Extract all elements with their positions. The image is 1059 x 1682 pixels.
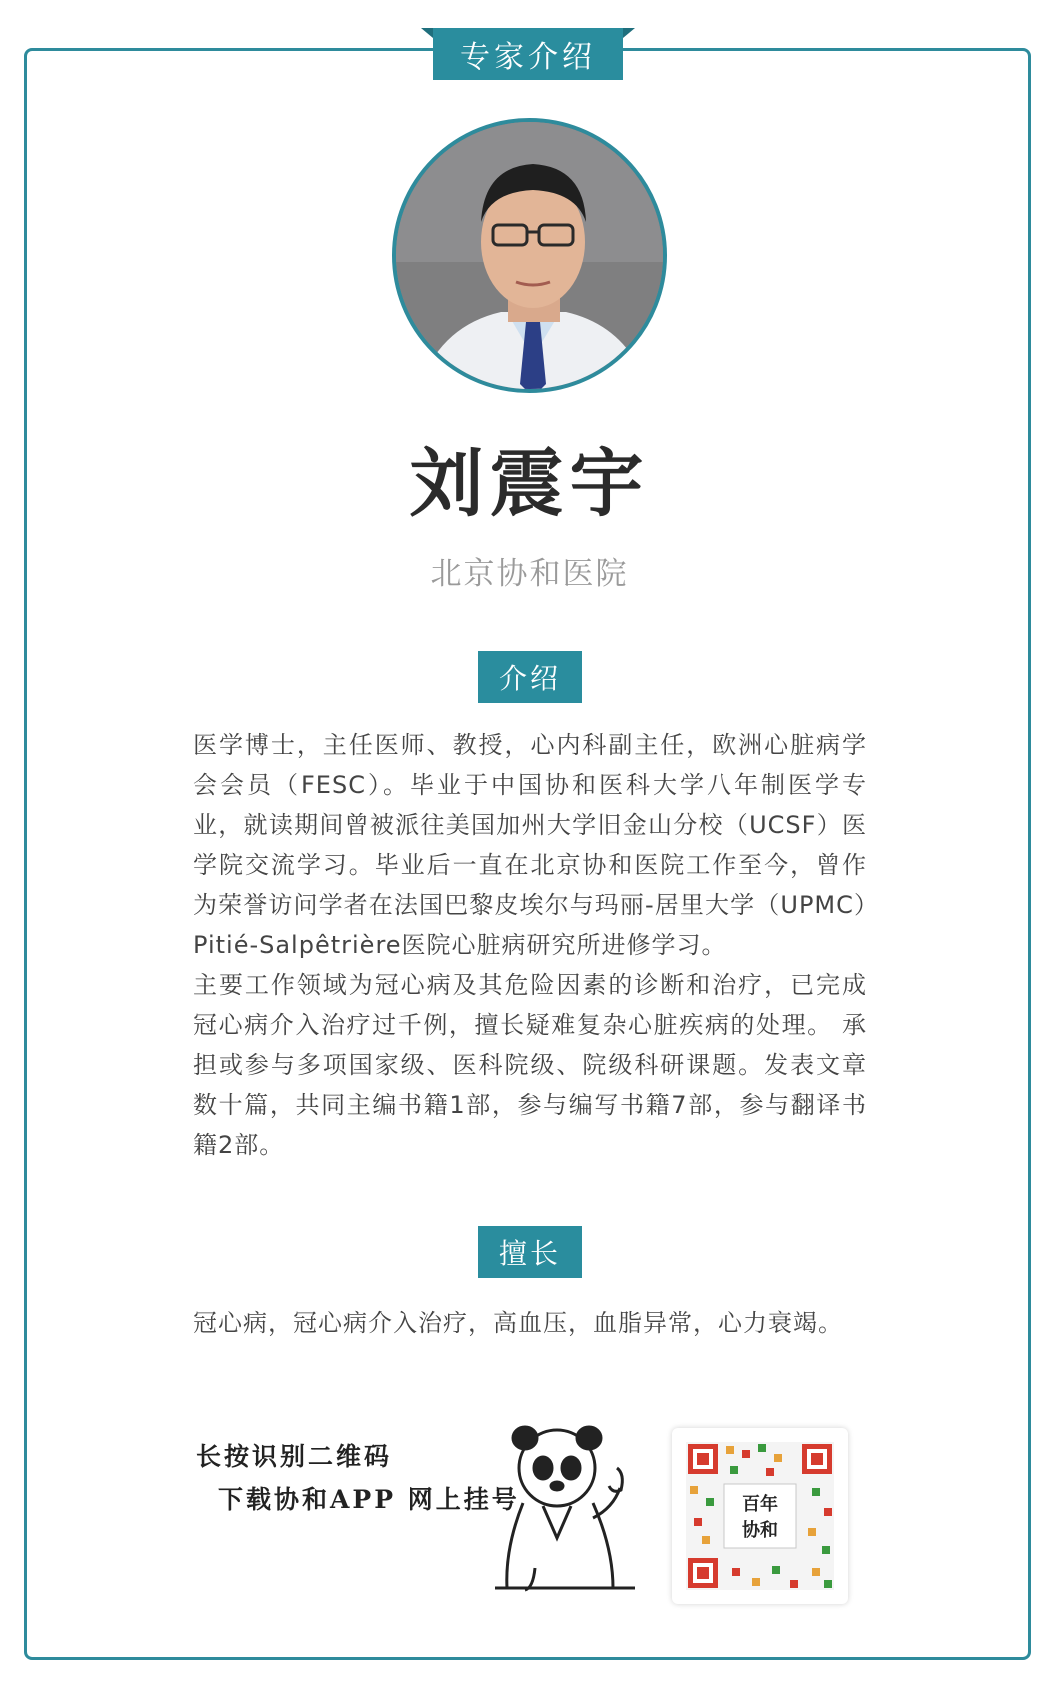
header-title: 专家介绍: [433, 28, 623, 80]
intro-paragraph-2: 主要工作领域为冠心病及其危险因素的诊断和治疗，已完成冠心病介入治疗过千例，擅长疑难复杂心脏疾病的处理。 承担或参与多项国家级、医科院级、院级科研课题。发表文章数十篇，共同主编书籍1部，参与编写书籍7部，参与翻译书籍2部。: [193, 971, 867, 1159]
expert-hospital: 北京协和医院: [430, 556, 629, 592]
qr-instruction-line2: 下载协和APP 网上挂号: [218, 1485, 520, 1514]
panda-doctor-icon: [495, 1408, 645, 1598]
qr-code[interactable]: [672, 1428, 848, 1604]
intro-text: [193, 725, 867, 1165]
person-photo-icon: [396, 122, 667, 393]
qr-code-icon: [672, 1428, 848, 1604]
expert-avatar: [392, 118, 667, 393]
specialty-label: 擅长: [478, 1226, 582, 1278]
qr-instruction-line1: 长按识别二维码: [196, 1442, 393, 1471]
qr-caption-bottom: 协和: [742, 1520, 778, 1541]
qr-caption-top: 百年: [742, 1494, 778, 1515]
specialty-text: 冠心病，冠心病介入治疗，高血压，血脂异常，心力衰竭。: [193, 1309, 843, 1337]
intro-label: 介绍: [478, 651, 582, 703]
expert-name: 刘震宇: [409, 441, 650, 527]
intro-paragraph-1: 医学博士，主任医师、教授，心内科副主任，欧洲心脏病学会会员（FESC）。毕业于中国协和医科大学八年制医学专业，就读期间曾被派往美国加州大学旧金山分校（UCSF）医学院交流学习。毕业后一直在北京协和医院工作至今，曾作为荣誉访问学者在法国巴黎皮埃尔与玛丽-居里大学（UPMC）Pitié-Salpêtrière医院心脏病研究所进修学习。: [193, 731, 867, 959]
